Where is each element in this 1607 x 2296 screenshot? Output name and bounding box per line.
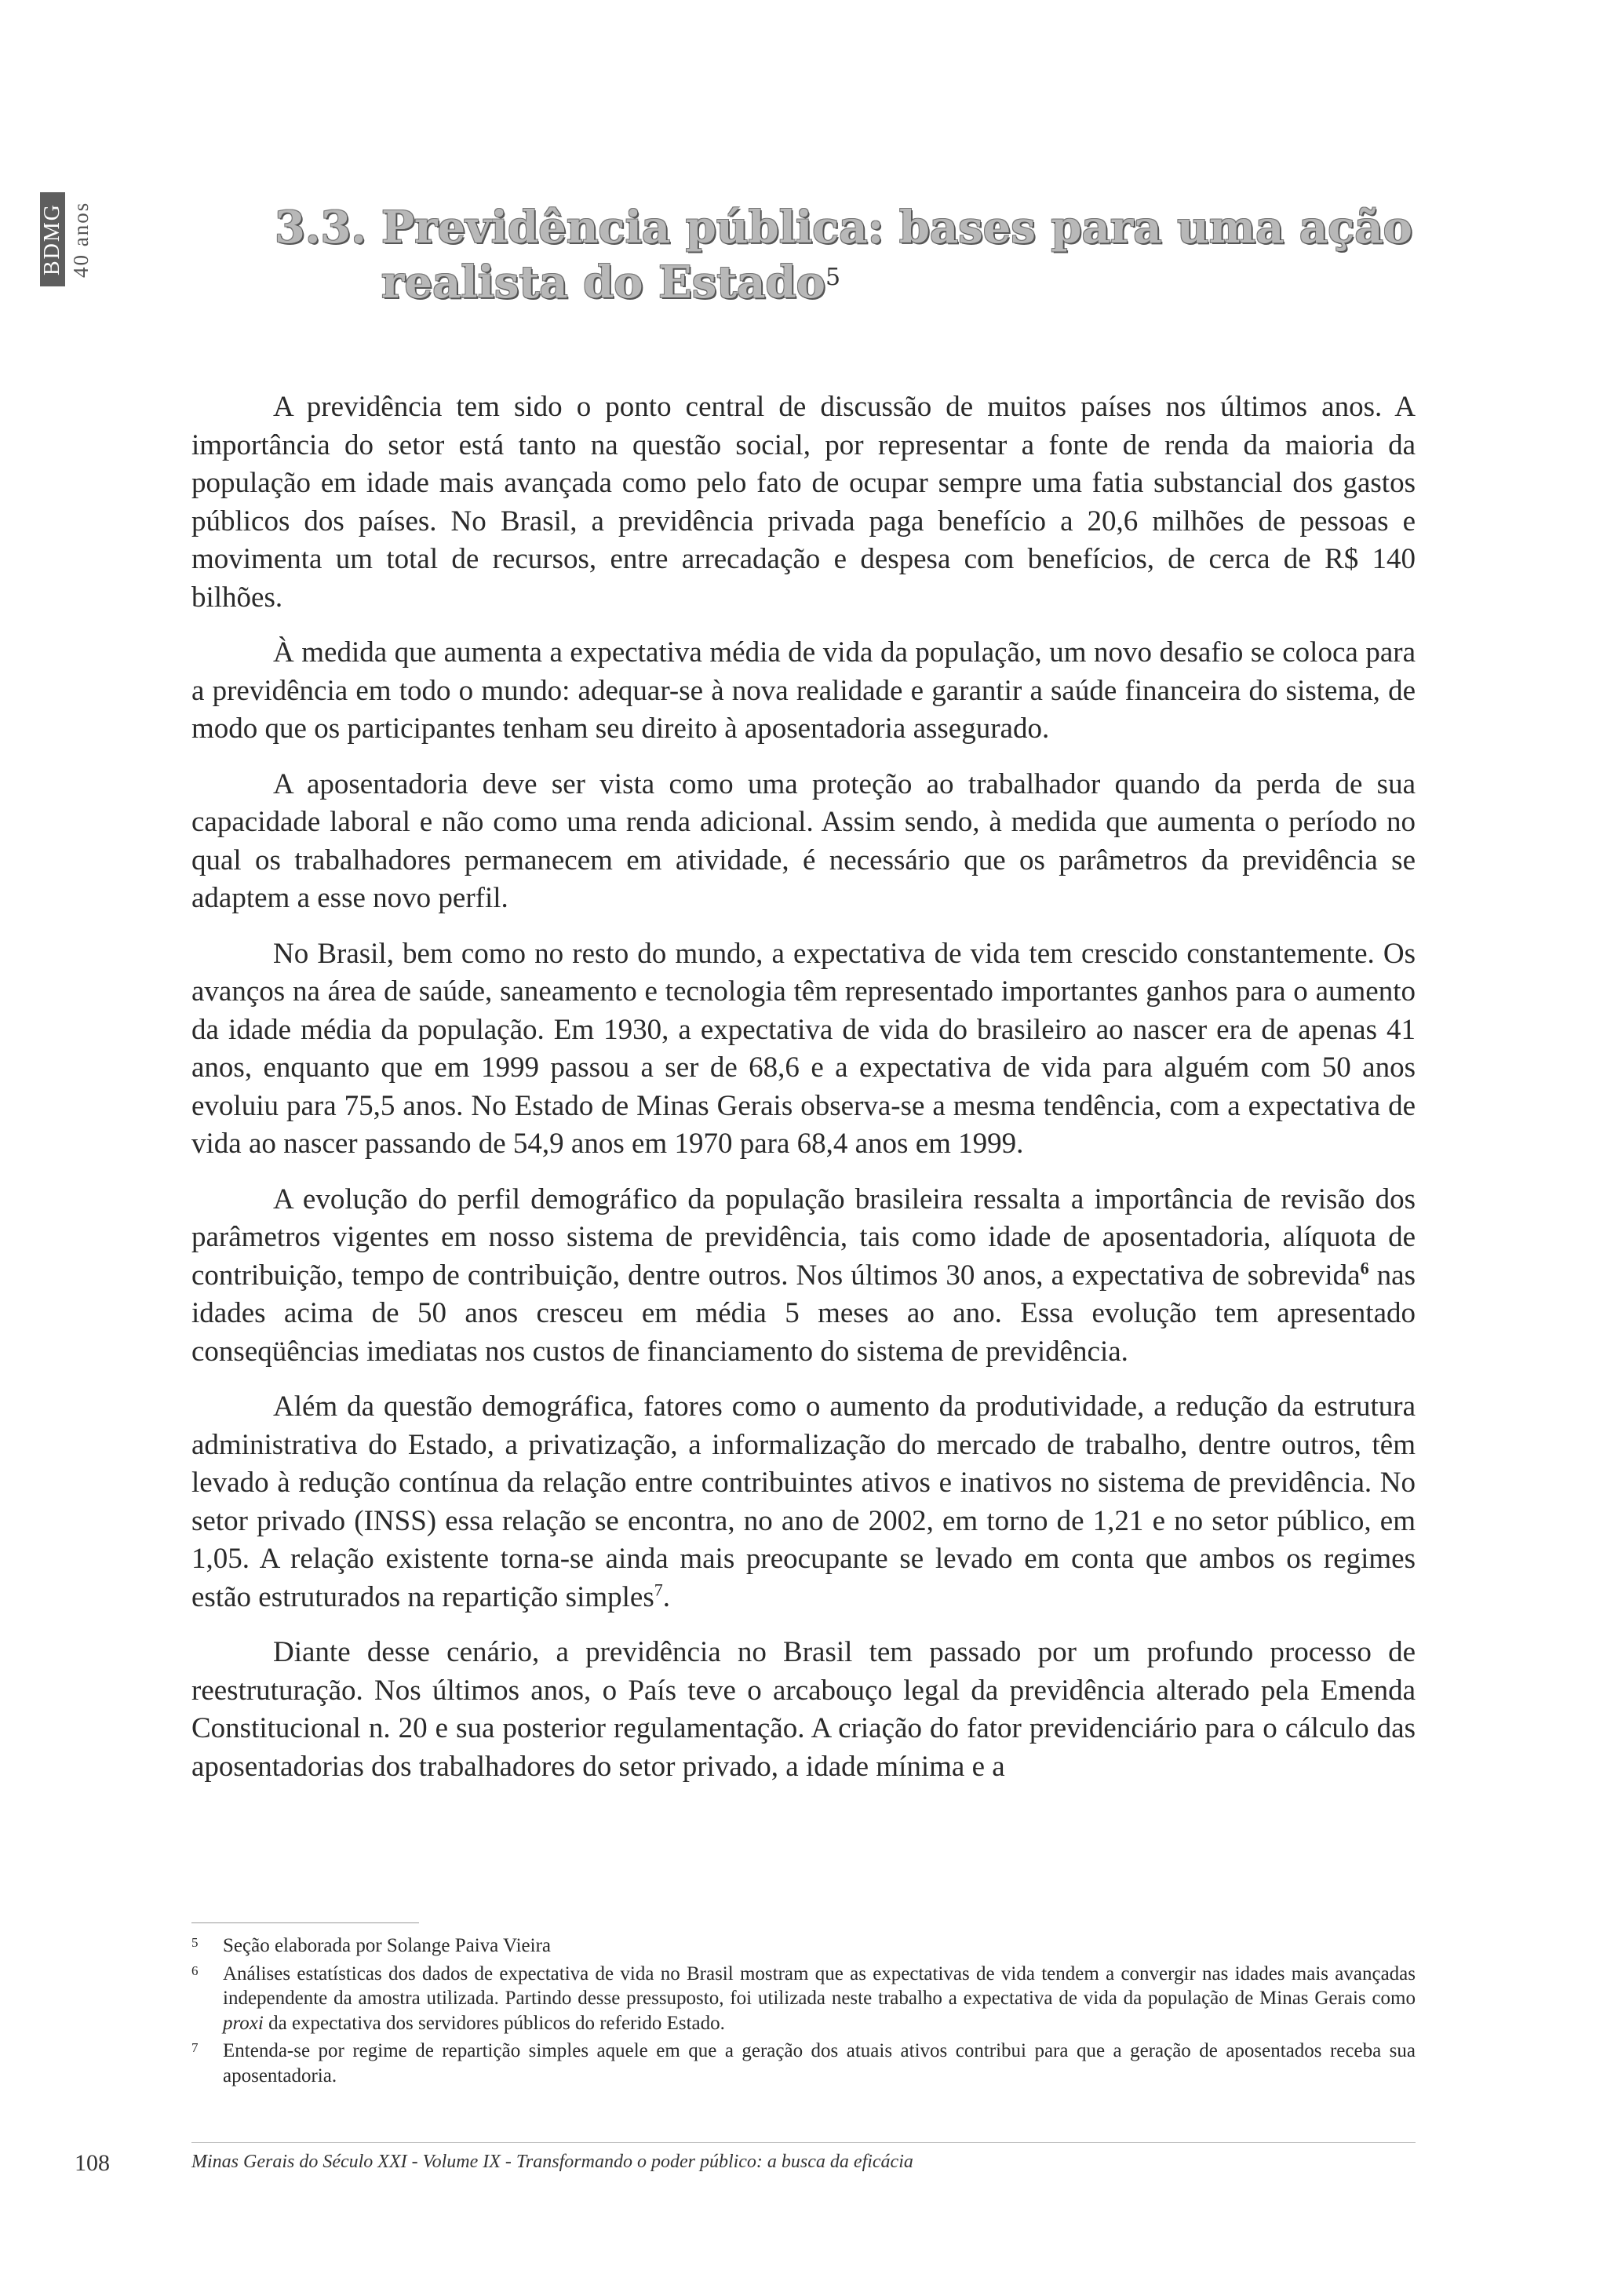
brand-label: BDMG bbox=[40, 192, 65, 286]
body-text bbox=[191, 388, 1416, 1803]
section-title-line1: Previdência pública: bases para uma ação bbox=[381, 202, 1412, 253]
paragraph-text: A evolução do perfil demográfico da população brasileira ressalta a importância de revisão dos parâmetros vigentes em nosso sistema de previdência, tais como idade de aposentadoria, alíquota de contribuição, tempo de contribuição, dentre outros. Nos últimos 30 anos, a expectativa de sobrevida bbox=[191, 1183, 1416, 1292]
footer-divider bbox=[191, 2142, 1416, 2143]
footnote-ref-6: 6 bbox=[1360, 1258, 1369, 1278]
anniversary-label: 40 anos bbox=[69, 201, 93, 278]
footnote-ref-5: 5 bbox=[825, 264, 841, 291]
footnote-marker: 5 bbox=[191, 1935, 199, 1950]
paragraph-text: nas idades acima de 50 anos cresceu em média 5 meses ao ano. Essa evolução tem apresentado conseqüências imediatas nos custos de financiamento do sistema de previdência. bbox=[191, 1259, 1416, 1368]
section-title-line2-text: realista do Estado bbox=[381, 257, 826, 308]
footnote-marker: 6 bbox=[191, 1963, 199, 1978]
footnote-5 bbox=[191, 1933, 1416, 1959]
paragraph: À medida que aumenta a expectativa média de vida da população, um novo desafio se coloca para a previdência em todo o mundo: adequar-se à nova realidade e garantir a saúde financeira do sistema, de modo que os participantes tenham seu direito à aposentadoria assegurado. bbox=[191, 636, 1416, 745]
footnote-text: da expectativa dos servidores públicos do referido Estado. bbox=[263, 2012, 725, 2034]
section-title-line2 bbox=[381, 255, 840, 310]
paragraph bbox=[191, 1388, 1416, 1616]
paragraph: No Brasil, bem como no resto do mundo, a expectativa de vida tem crescido constantemente. Os avanços na área de saúde, saneamento e tecnologia têm representado importantes ganhos para o aumento da idade média da população. Em 1930, a expectativa de vida do brasileiro ao nascer era de apenas 41 anos, enquanto que em 1999 passou a ser de 68,6 e a expectativa de vida para alguém com 50 anos evoluiu para 75,5 anos. No Estado de Minas Gerais observa-se a mesma tendência, com a expectativa de vida ao nascer passando de 54,9 anos em 1970 para 68,4 anos em 1999. bbox=[191, 937, 1416, 1160]
footnote-italic: proxi bbox=[223, 2012, 264, 2034]
paragraph-text: . bbox=[662, 1580, 670, 1613]
paragraph bbox=[191, 1181, 1416, 1372]
side-tab bbox=[35, 192, 102, 286]
footnotes bbox=[191, 1933, 1416, 2091]
running-footer: Minas Gerais do Século XXI - Volume IX - Transformando o poder público: a busca da eficácia bbox=[191, 2152, 913, 2172]
paragraph: Diante desse cenário, a previdência no Brasil tem passado por um profundo processo de reestruturação. Nos últimos anos, o País teve o arcabouço legal da previdência alterado pela Emenda Constitucional n. 20 e sua posterior regulamentação. A criação do fator previdenciário para o cálculo das aposentadorias dos trabalhadores do setor privado, a idade mínima e a bbox=[191, 1636, 1416, 1783]
footnote-marker: 7 bbox=[191, 2040, 199, 2055]
footnote-text: Análises estatísticas dos dados de expectativa de vida no Brasil mostram que as expectativas de vida tendem a convergir nas idades mais avançadas independente da amostra utilizada. Partindo desse pressuposto, foi utilizada neste trabalho a expectativa de vida da população de Minas Gerais como bbox=[223, 1963, 1416, 2009]
footnote-text: Seção elaborada por Solange Paiva Vieira bbox=[223, 1935, 552, 1956]
paragraph: A aposentadoria deve ser vista como uma proteção ao trabalhador quando da perda de sua capacidade laboral e não como uma renda adicional. Assim sendo, à medida que aumenta o período no qual os trabalhadores permanecem em atividade, é necessário que os parâmetros da previdência se adaptem a esse novo perfil. bbox=[191, 767, 1416, 914]
footnote-6 bbox=[191, 1962, 1416, 2036]
paragraph: A previdência tem sido o ponto central de discussão de muitos países nos últimos anos. A importância do setor está tanto na questão social, por representar a fonte de renda da maioria da população em idade mais avançada como pelo fato de ocupar sempre uma fatia substancial dos gastos públicos dos países. No Brasil, a previdência privada paga benefício a 20,6 milhões de pessoas e movimenta um total de recursos, entre arrecadação e despesa com benefícios, de cerca de R$ 140 bilhões. bbox=[191, 391, 1416, 614]
section-number: 3.3. bbox=[275, 202, 366, 253]
footnote-7 bbox=[191, 2039, 1416, 2088]
footnote-ref-7: 7 bbox=[654, 1580, 663, 1600]
paragraph-text: Além da questão demográfica, fatores como o aumento da produtividade, a redução da estrutura administrativa do Estado, a privatização, a informalização do mercado de trabalho, dentre outros, têm levado à redução contínua da relação entre contribuintes ativos e inativos no sistema de previdência. No setor privado (INSS) essa relação se encontra, no ano de 2002, em torno de 1,21 e no setor público, em 1,05. A relação existente torna-se ainda mais preocupante se levado em conta que ambos os regimes estão estruturados na repartição simples bbox=[191, 1390, 1416, 1613]
page-number: 108 bbox=[75, 2150, 110, 2176]
footnote-divider bbox=[191, 1922, 419, 1923]
footnote-text: Entenda-se por regime de repartição simples aquele em que a geração dos atuais ativos contribui para que a geração de aposentados receba sua aposentadoria. bbox=[223, 2040, 1416, 2086]
